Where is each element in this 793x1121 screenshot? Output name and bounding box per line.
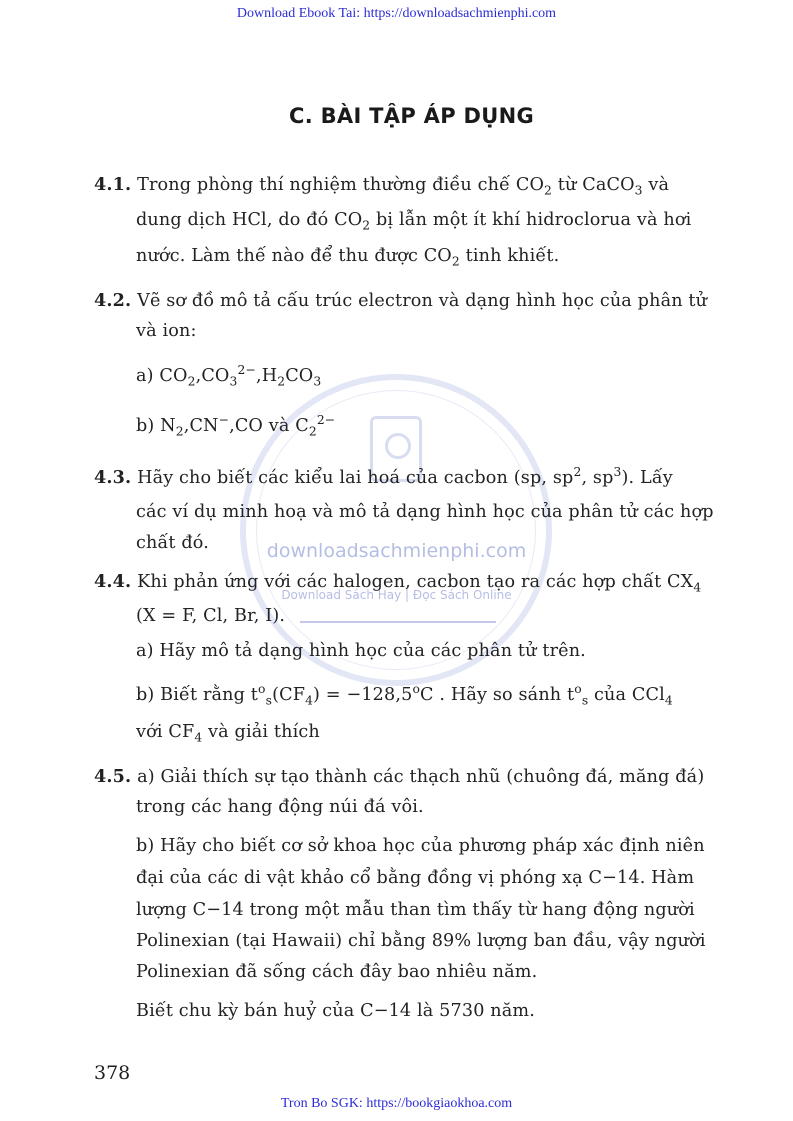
subscript: 4: [194, 730, 203, 745]
text: với CF: [136, 722, 195, 742]
subscript: 2: [451, 254, 460, 269]
exercise-4-2-part-b: [136, 413, 336, 439]
exercise-4-5-line-8: Biết chu kỳ bán huỷ của C−14 là 5730 năm.: [136, 1001, 535, 1021]
exercise-4-5-line-4: đại của các di vật khảo cổ bằng đồng vị phóng xạ C−14. Hàm: [136, 868, 695, 888]
subscript: 2: [175, 424, 184, 439]
watermark-tagline: Download Sách Hay | Đọc Sách Online: [281, 588, 512, 602]
exercise-4-5-line-5: lượng C−14 trong một mẫu than tìm thấy từ hang động người: [136, 900, 695, 920]
text: nước. Làm thế nào để thu được CO: [136, 246, 452, 266]
exercise-4-2-line-1: [94, 290, 707, 311]
exercise-number: 4.4.: [94, 571, 132, 592]
text: a) CO: [136, 366, 188, 386]
exercise-4-5-line-7: Polinexian đã sống cách đây bao nhiêu năm.: [136, 962, 538, 982]
exercise-4-3-line-2: các ví dụ minh hoạ và mô tả dạng hình học của phân tử các hợp: [136, 502, 714, 522]
text: Trong phòng thí nghiệm thường điều chế CO: [137, 175, 545, 195]
text: ). Lấy: [621, 468, 673, 488]
subscript: s: [581, 693, 589, 708]
footer-sgk-link[interactable]: Tron Bo SGK: https://bookgiaokhoa.com: [280, 1096, 513, 1111]
text: và giải thích: [202, 722, 320, 742]
exercise-4-5-line-1: [94, 766, 704, 787]
exercise-number: 4.1.: [94, 174, 132, 195]
subscript: 2: [277, 374, 286, 389]
text: C . Hãy so sánh t: [420, 685, 575, 705]
page-number: 378: [94, 1062, 131, 1084]
subscript: 2: [187, 374, 196, 389]
superscript: o: [574, 682, 582, 697]
subscript: 2: [544, 183, 553, 198]
text: (CF: [272, 685, 306, 705]
exercise-4-5-line-2: trong các hang động núi đá vôi.: [136, 797, 424, 817]
superscript: 2−: [316, 413, 336, 428]
header-download-link[interactable]: Download Ebook Tai: https://downloadsachmienphi.com: [236, 6, 557, 21]
exercise-4-1-line-3: [136, 246, 560, 269]
text: b) N: [136, 416, 176, 436]
text: và: [642, 175, 670, 195]
text: CO: [285, 366, 314, 386]
exercise-4-1-line-1: [94, 174, 670, 198]
subscript: 2: [308, 424, 317, 439]
text: Khi phản ứng với các halogen, cacbon tạo ra các hợp chất CX: [137, 572, 694, 592]
exercise-4-4-part-b: [136, 682, 673, 708]
exercise-4-5-line-3: b) Hãy cho biết cơ sở khoa học của phương pháp xác định niên: [136, 836, 705, 856]
exercise-4-3-line-1: [94, 467, 673, 488]
watermark-site: downloadsachmienphi.com: [266, 540, 527, 562]
text: Hãy cho biết các kiểu lai hoá của cacbon (sp, sp: [137, 468, 574, 488]
text: tinh khiết.: [459, 246, 560, 266]
text: Vẽ sơ đồ mô tả cấu trúc electron và dạng hình học của phân tử: [137, 291, 708, 311]
superscript: 3: [613, 465, 622, 480]
text: , sp: [581, 468, 614, 488]
exercise-4-4-part-a: a) Hãy mô tả dạng hình học của các phân tử trên.: [136, 641, 586, 661]
exercise-4-4-part-b-cont: [136, 722, 320, 745]
subscript: 2: [362, 218, 371, 233]
superscript: 2−: [237, 363, 256, 378]
superscript: −: [218, 413, 230, 428]
exercise-4-2-line-2: và ion:: [136, 321, 197, 341]
exercise-4-4-line-2: (X = F, Cl, Br, I).: [136, 606, 286, 626]
exercise-number: 4.3.: [94, 467, 132, 488]
watermark-underline: [300, 621, 496, 623]
text: dung dịch HCl, do đó CO: [136, 210, 363, 230]
text: bị lẫn một ít khí hidroclorua và hơi: [370, 210, 692, 230]
text: ) = −128,5: [313, 685, 413, 705]
text: từ CaCO: [552, 175, 635, 195]
text: của CCl: [588, 685, 665, 705]
superscript: o: [412, 682, 421, 697]
subscript: 4: [305, 693, 314, 708]
subscript: s: [265, 693, 273, 708]
text: ,CO và C: [229, 416, 309, 436]
exercise-4-5-line-6: Polinexian (tại Hawaii) chỉ bằng 89% lượng ban đầu, vậy người: [136, 931, 706, 951]
text: ,CO: [195, 366, 230, 386]
exercise-4-3-line-3: chất đó.: [136, 533, 209, 553]
section-title: C. BÀI TẬP ÁP DỤNG: [288, 104, 534, 128]
exercise-4-2-part-a: [136, 363, 322, 389]
subscript: 3: [229, 374, 238, 389]
text: a) Giải thích sự tạo thành các thạch nhũ (chuông đá, măng đá): [137, 767, 705, 787]
superscript: o: [258, 682, 266, 697]
text: ,H: [255, 366, 278, 386]
subscript: 4: [693, 580, 702, 595]
exercise-number: 4.5.: [94, 766, 132, 787]
subscript: 4: [664, 693, 673, 708]
text: b) Biết rằng t: [136, 685, 259, 705]
subscript: 3: [313, 374, 322, 389]
subscript: 3: [634, 183, 643, 198]
exercise-number: 4.2.: [94, 290, 132, 311]
text: ,CN: [183, 416, 219, 436]
superscript: 2: [573, 465, 582, 480]
exercise-4-1-line-2: [136, 210, 692, 233]
